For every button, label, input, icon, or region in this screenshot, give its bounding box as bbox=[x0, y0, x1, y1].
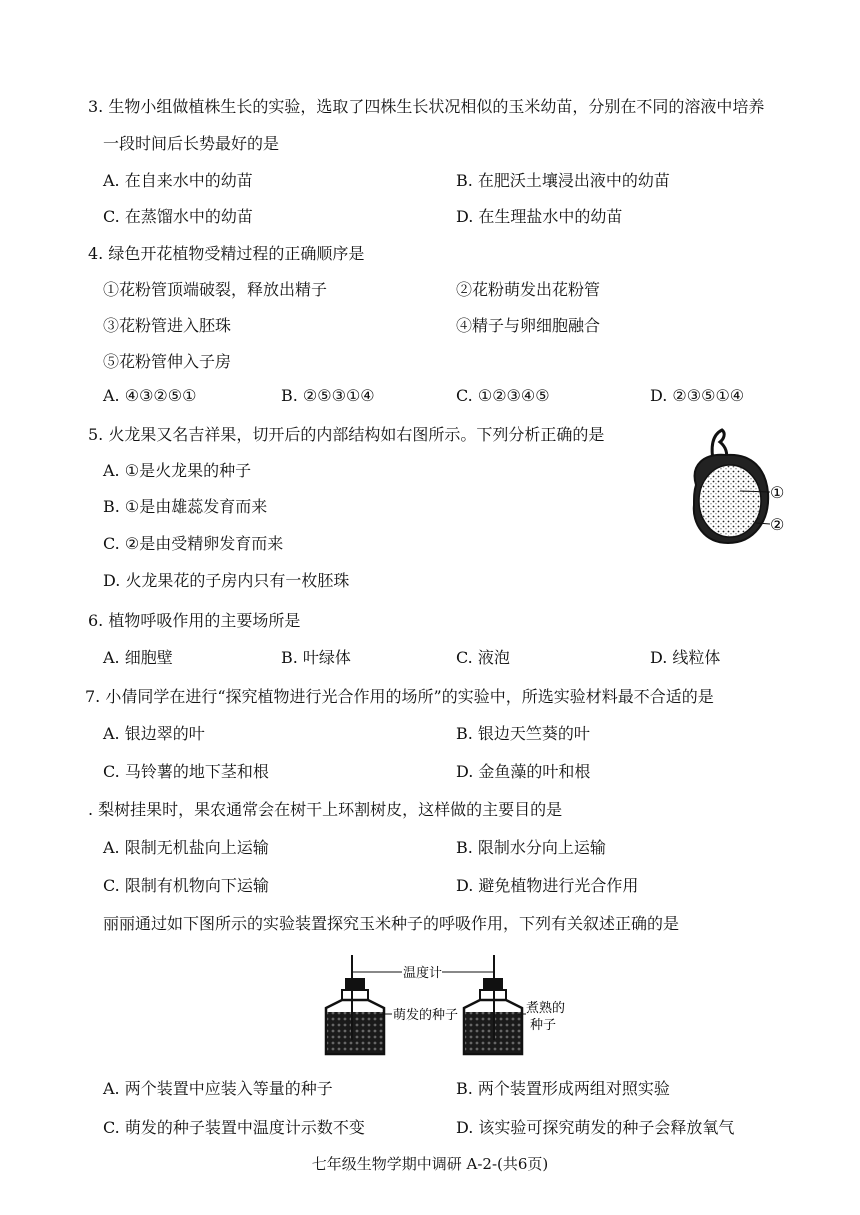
q8-option-c: C. 限制有机物向下运输 bbox=[103, 876, 269, 895]
q3-option-b: B. 在肥沃土壤浸出液中的幼苗 bbox=[456, 171, 670, 190]
q4-item-3: ③花粉管进入胚珠 bbox=[103, 316, 232, 335]
page-footer: 七年级生物学期中调研 A-2-(共6页) bbox=[311, 1155, 549, 1173]
q4-item-4: ④精子与卵细胞融合 bbox=[456, 316, 601, 335]
q4-option-c: C. ①②③④⑤ bbox=[456, 386, 550, 405]
q6-option-b: B. 叶绿体 bbox=[281, 648, 351, 667]
q9-stem: 丽丽通过如下图所示的实验装置探究玉米种子的呼吸作用，下列有关叙述正确的是 bbox=[103, 914, 680, 933]
q3-option-c: C. 在蒸馏水中的幼苗 bbox=[103, 207, 253, 226]
q4-item-2: ②花粉萌发出花粉管 bbox=[456, 280, 601, 299]
bottle-right bbox=[464, 955, 522, 1054]
figure-label-2: ② bbox=[770, 515, 785, 534]
q5-stem: 5. 火龙果又名吉祥果，切开后的内部结构如右图所示。下列分析正确的是 bbox=[88, 425, 605, 444]
q9-option-d: D. 该实验可探究萌发的种子会释放氧气 bbox=[456, 1118, 735, 1137]
q3-stem-line2: 一段时间后长势最好的是 bbox=[103, 134, 280, 153]
q6-option-a: A. 细胞壁 bbox=[103, 648, 173, 667]
q7-stem: 7. 小倩同学在进行“探究植物进行光合作用的场所”的实验中，所选实验材料最不合适的是 bbox=[85, 687, 714, 706]
q4-stem: 4. 绿色开花植物受精过程的正确顺序是 bbox=[88, 244, 365, 263]
dragon-fruit-figure bbox=[682, 425, 785, 550]
fruit-seeds bbox=[700, 466, 760, 536]
q3-option-d: D. 在生理盐水中的幼苗 bbox=[456, 207, 623, 226]
thermometer-label: 温度计 bbox=[403, 966, 443, 981]
q9-option-a: A. 两个装置中应装入等量的种子 bbox=[103, 1079, 333, 1098]
q6-option-d: D. 线粒体 bbox=[650, 648, 721, 667]
q8-stem: . 梨树挂果时，果农通常会在树干上环割树皮，这样做的主要目的是 bbox=[88, 800, 563, 819]
q4-item-1: ①花粉管顶端破裂，释放出精子 bbox=[103, 280, 328, 299]
q4-option-d: D. ②③⑤①④ bbox=[650, 386, 745, 405]
q6-stem: 6. 植物呼吸作用的主要场所是 bbox=[88, 611, 301, 630]
q3-option-a: A. 在自来水中的幼苗 bbox=[103, 171, 253, 190]
q5-option-b: B. ①是由雄蕊发育而来 bbox=[103, 497, 268, 516]
figure-label-1: ① bbox=[770, 483, 785, 502]
cooked-seed-label-line2: 种子 bbox=[530, 1018, 557, 1033]
q5-option-c: C. ②是由受精卵发育而来 bbox=[103, 534, 284, 553]
q3-stem-line1: 3. 生物小组做植株生长的实验，选取了四株生长状况相似的玉米幼苗，分别在不同的溶液中培养 bbox=[88, 97, 765, 116]
q6-option-c: C. 液泡 bbox=[456, 648, 510, 667]
q8-option-d: D. 避免植物进行光合作用 bbox=[456, 876, 639, 895]
q5-option-d: D. 火龙果花的子房内只有一枚胚珠 bbox=[103, 571, 350, 590]
q7-option-a: A. 银边翠的叶 bbox=[103, 724, 205, 743]
bottle-left bbox=[326, 955, 384, 1054]
q8-option-a: A. 限制无机盐向上运输 bbox=[103, 838, 269, 857]
q9-option-c: C. 萌发的种子装置中温度计示数不变 bbox=[103, 1118, 365, 1137]
q7-option-d: D. 金鱼藻的叶和根 bbox=[456, 762, 591, 781]
q8-option-b: B. 限制水分向上运输 bbox=[456, 838, 606, 857]
q9-option-b: B. 两个装置形成两组对照实验 bbox=[456, 1079, 670, 1098]
q4-option-b: B. ②⑤③①④ bbox=[281, 386, 375, 405]
q5-option-a: A. ①是火龙果的种子 bbox=[103, 461, 252, 480]
seed-respiration-apparatus bbox=[318, 950, 576, 1060]
q7-option-c: C. 马铃薯的地下茎和根 bbox=[103, 762, 269, 781]
germinating-seed-label: 萌发的种子 bbox=[393, 1008, 459, 1023]
cooked-seed-label-line1: 煮熟的 bbox=[526, 1001, 566, 1016]
q4-item-5: ⑤花粉管伸入子房 bbox=[103, 352, 232, 371]
q4-option-a: A. ④③②⑤① bbox=[103, 386, 197, 405]
q7-option-b: B. 银边天竺葵的叶 bbox=[456, 724, 590, 743]
